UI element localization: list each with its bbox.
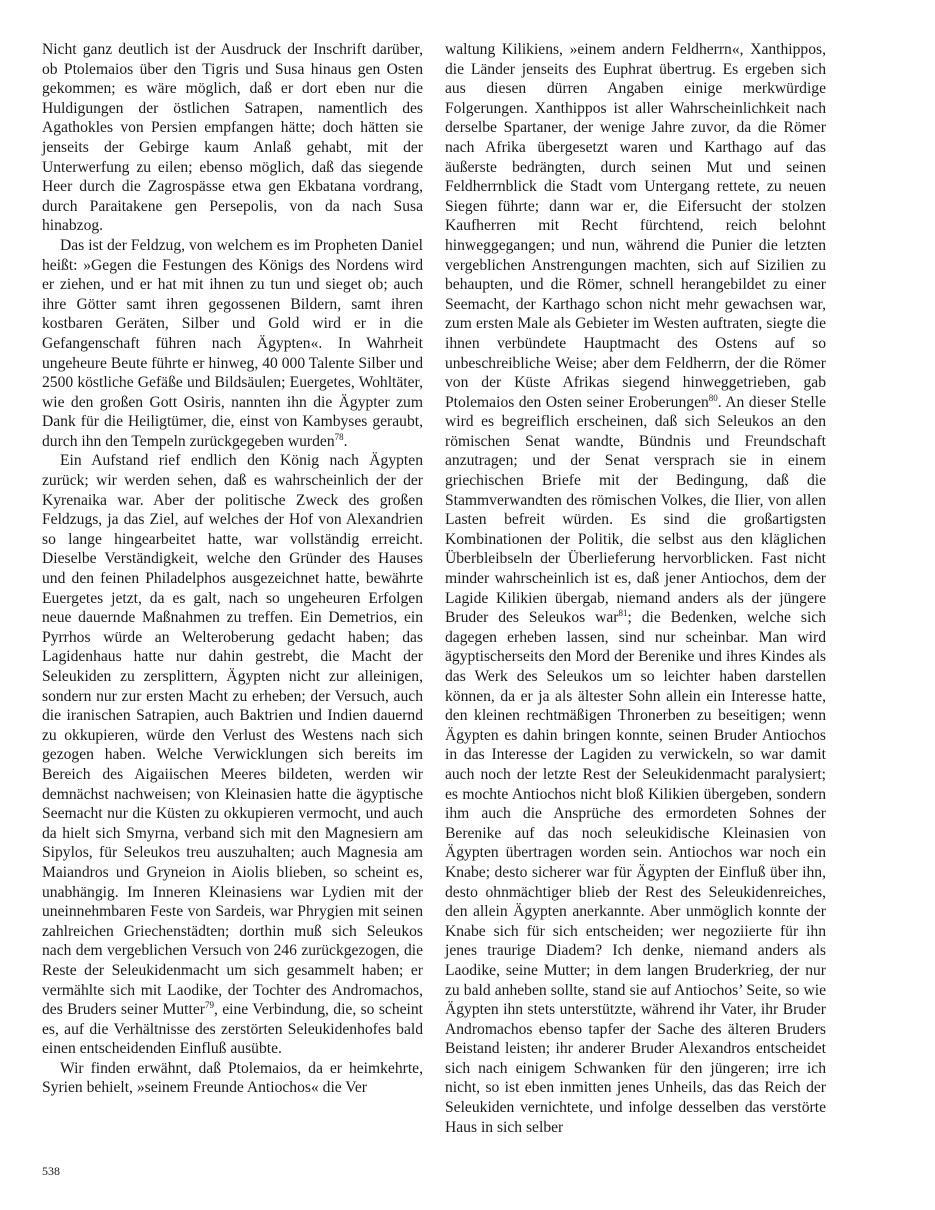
paragraph-text: Nicht ganz deutlich ist der Ausdruck der Inschrift darüber, ob Ptolemaios über den Tigris und Susa hinaus gen Osten gekommen; es wäre möglich, daß er dort eben nur die Huldigungen der östlichen Satrapen, namentlich des Agathokles von Persien empfangen hätte; doch hätten sie jenseits der Gebirge kaum Anlaß gehabt, mit der Unterwerfung zu eilen; ebenso möglich, daß das siegende Heer durch die Zagrospässe etwa gen Ekbatana vordrang, durch Paraitakene gen Persepolis, von da nach Susa hinabzog. (42, 41, 423, 235)
paragraph-text: Wir finden erwähnt, daß Ptolemaios, da er heimkehrte, Syrien behielt, »seinem Freunde Antiochos« die Ver (42, 1059, 423, 1097)
left-text-column (42, 40, 423, 1098)
paragraph-text: . An dieser Stelle wird es begreiflich erscheinen, daß sich Seleukos an den römischen Senat wandte, Bündnis und Freundschaft anzutragen; und der Senat versprach sie in einem griechischen Briefe mit der Bedingung, daß die Stammverwandten des römischen Volkes, die Ilier, von allen Lasten befreit würden. Es sind die großartigsten Kombinationen der Politik, die selbst aus den kläglichen Überbleibseln der Überlieferung hervorblicken. Fast nicht minder wahrscheinlich ist es, daß jener Antiochos, dem der Lagide Kilikien übergab, niemand anders als der jüngere Bruder des Seleukos war (445, 393, 827, 627)
paragraph-text: Ein Aufstand rief endlich den König nach Ägypten zurück; wir werden sehen, daß es wahrscheinlich der der Kyrenaika war. Aber der politische Zweck des großen Feldzugs, ja das Ziel, auf welches der Hof von Alexandrien so lange hingearbeitet hatte, war vollständig erreicht. Dieselbe Verständigkeit, welche den Gründer des Hauses und den feinen Philadelphos ausgezeichnet hatte, bewährte Euergetes jetzt, da es galt, nach so ungeheuren Erfolgen neue dauernde Maßnahmen zu treffen. Ein Demetrios, ein Pyrrhos würde an Welteroberung gedacht haben; das Lagidenhaus hatte nur dahin gestrebt, die Macht der Seleukiden zu zersplittern, Ägypten nicht zur alleinigen, sondern nur zur ersten Macht zu erheben; der Versuch, auch die iranischen Satrapien, auch Baktrien und Indien dauernd zu okkupieren, würde den Verlust des Westens nach sich gezogen haben. Welche Verwicklungen sich bereits im Bereich des Aigaiischen Meeres bildeten, werden wir demnächst nachweisen; von Kleinasien hatte die ägyptische Seemacht nur die Küsten zu okkupieren vermocht, und auch da hielt sich Smyrna, verband sich mit den Magnesiern am Sipylos, für Seleukos treu auszuhalten; auch Magnesia am Maiandros und Gryneion in Aiolis blieben, so scheint es, unabhängig. Im Inneren Kleinasiens war Lydien mit der uneinnehmbaren Feste von Sardeis, war Phrygien mit seinen zahlreichen Griechenstädten; dorthin muß sich Seleukos nach dem vergeblichen Versuch von 246 zurückgezogen, die Reste der Seleukidenmacht um sich gesammelt haben; er vermählte sich mit Laodike, der Tochter des Andromachos, des Bruders seiner Mutter (42, 452, 423, 1019)
paragraph-text: ; die Bedenken, welche sich dagegen erheben lassen, sind nur scheinbar. Man wird ägyptischerseits den Mord der Berenike und ihres Kindes als das Werk des Seleukos um so leichter haben darstellen können, da er ja als ältester Sohn allein ein Interesse hatte, den kleinen rechtmäßigen Thronerben zu beseitigen; wenn Ägypten es dahin bringen konnte, seinen Bruder Antiochos in das Interesse der Lagiden zu verwickeln, so war damit auch noch der letzte Rest der Seleukidenmacht paralysiert; es mochte Antiochos nicht bloß Kilikien übergeben, sondern ihm auch die Ansprüche des ermordeten Sohnes der Berenike auf das noch seleukidische Kleinasien von Ägypten übertragen worden sein. Antiochos war noch ein Knabe; desto sicherer war für Ägypten der Einfluß über ihn, desto ohnmächtiger blieb der Rest des Seleukidenreiches, den allein Ägypten anerkannte. Aber unmöglich konnte der Knabe sich für sich entscheiden; wer negoziierte für ihn jenes traurige Diadem? Ich denke, niemand anders als Laodike, seine Mutter; in dem langen Bruderkrieg, der nur zu bald anheben sollte, stand sie auf Antiochos’ Seite, so wie Ägypten ihn stets unterstützte, während ihr Vater, ihr Bruder Andromachos ebenso tapfer der Sache des älteren Bruders Beistand leisten; ihr anderer Bruder Alexandros entscheidet sich nach einigem Schwanken für den jüngeren; irre ich nicht, so ist eben inmitten jenes Unheils, das das Reich der Seleukiden vernichtete, und infolge desselben das verstörte Haus in sich selber (445, 609, 826, 1136)
paragraph-text: Das ist der Feldzug, von welchem es im Propheten Daniel heißt: »Gegen die Festungen des Königs des Nordens wird er ziehen, und er hat mit ihnen zu tun und sieget ob; auch ihre Götter samt ihren gegossenen Bildern, samt ihren kostbaren Geräten, Silber und Gold wird er in die Gefangenschaft führen nach Ägypten«. In Wahrheit ungeheure Beute führte er hinweg, 40 000 Talente Silber und 2500 köstliche Gefäße und Bildsäulen; Euergetes, Wohltäter, wie den großen Gott Osiris, nannten ihn die Ägypter zum Dank für die Heiligtümer, die, einst von Kambyses geraubt, durch ihn den Tempeln zurückgegeben wurden (42, 236, 423, 450)
paragraph-text: waltung Kilikiens, »einem andern Feldherrn«, Xanthippos, die Länder jenseits des Euphrat übertrug. Es ergeben sich aus diesen dürren Angaben einige merkwürdige Folgerungen. Xanthippos ist aller Wahrscheinlichkeit nach derselbe Spartaner, der wenige Jahre zuvor, da die Römer nach Afrika übergesetzt waren und Karthago auf das äußerste bedrängten, durch seinen Mut und seinen Feldherrnblick die Stadt vom Untergang rettete, zu neuen Siegen führte; dann war er, die Eifersucht der stolzen Kaufherren mit Recht fürchtend, reich belohnt hinweggegangen; und nun, während die Punier die letzten vergeblichen Anstrengungen machten, sich auf Sizilien zu behaupten, und die Römer, schnell herangebildet zu einer Seemacht, der Karthago schon nicht mehr gewachsen war, zum ersten Male als Gebieter im Westen auftraten, siegte die ihnen verbündete Hauptmacht des Ostens auf so unbeschreibliche Weise; aber dem Feldherrn, der die Römer von der Küste Afrikas siegend hinweggetrieben, gab Ptolemaios den Osten seiner Eroberungen (445, 41, 826, 411)
footnote-ref: 81 (618, 608, 628, 619)
paragraph (42, 1059, 423, 1098)
paragraph-text: . (343, 432, 348, 450)
right-text-column (445, 40, 826, 1137)
paragraph (42, 451, 423, 1058)
paragraph (445, 40, 826, 1137)
paragraph-text: , eine Verbindung, die, so scheint es, auf die Verhältnisse des zerstörten Seleukidenhofes bald einen entscheidenden Einfluß ausübte. (42, 1001, 423, 1058)
footnote-ref: 78 (334, 431, 344, 442)
paragraph (42, 236, 423, 452)
footnote-ref: 80 (708, 392, 718, 403)
paragraph (42, 40, 423, 236)
footnote-ref: 79 (204, 999, 214, 1010)
page-number: 538 (42, 1164, 60, 1178)
